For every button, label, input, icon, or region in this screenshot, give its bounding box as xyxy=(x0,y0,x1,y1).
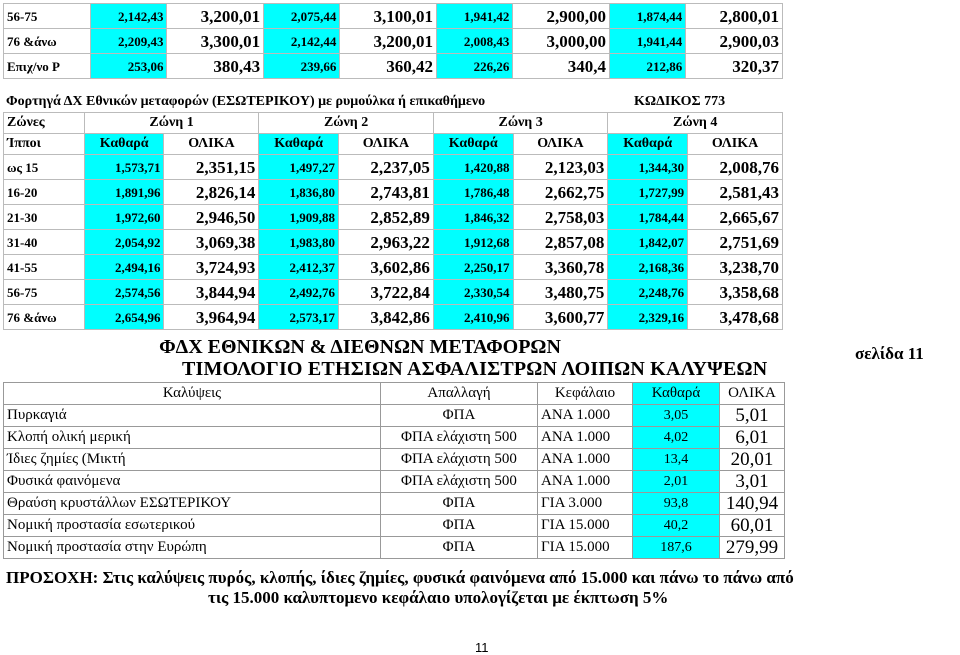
total-value: 320,37 xyxy=(686,54,783,79)
zone-header: Ζώνη 4 xyxy=(608,113,783,134)
footer-page-number: 11 xyxy=(475,640,489,655)
total-value: 3,724,93 xyxy=(164,255,259,280)
table-row xyxy=(4,405,785,427)
total-header: ΟΛΙΚΑ xyxy=(688,134,783,155)
total-header: ΟΛΙΚΑ xyxy=(720,383,785,405)
deductible: ΦΠΑ ελάχιστη 500 xyxy=(381,427,538,449)
total-value: 3,238,70 xyxy=(688,255,783,280)
total-premium: 60,01 xyxy=(720,515,785,537)
total-value: 3,360,78 xyxy=(513,255,608,280)
capital-header: Κεφάλαιο xyxy=(538,383,633,405)
net-premium: 13,4 xyxy=(633,449,720,471)
total-value: 380,43 xyxy=(167,54,264,79)
total-value: 2,123,03 xyxy=(513,155,608,180)
net-value: 1,573,71 xyxy=(84,155,164,180)
table-row xyxy=(4,255,783,280)
net-value: 2,329,16 xyxy=(608,305,688,330)
deductible: ΦΠΑ xyxy=(381,515,538,537)
row-label: ως 15 xyxy=(4,155,85,180)
table-row xyxy=(4,155,783,180)
deductible: ΦΠΑ xyxy=(381,537,538,559)
total-value: 2,852,89 xyxy=(339,205,434,230)
total-premium: 20,01 xyxy=(720,449,785,471)
net-value: 1,891,96 xyxy=(84,180,164,205)
coverage-header-row xyxy=(4,383,785,405)
table-row xyxy=(4,537,785,559)
net-value: 1,912,68 xyxy=(433,230,513,255)
capital: ΑΝΑ 1.000 xyxy=(538,471,633,493)
total-value: 2,963,22 xyxy=(339,230,434,255)
net-header: Καθαρά xyxy=(608,134,688,155)
capital: ΓΙΑ 3.000 xyxy=(538,493,633,515)
coverage-name: Νομική προστασία στην Ευρώπη xyxy=(4,537,381,559)
total-value: 3,964,94 xyxy=(164,305,259,330)
net-premium: 2,01 xyxy=(633,471,720,493)
table-row xyxy=(4,205,783,230)
total-premium: 3,01 xyxy=(720,471,785,493)
total-value: 360,42 xyxy=(340,54,437,79)
total-value: 2,857,08 xyxy=(513,230,608,255)
net-value: 1,972,60 xyxy=(84,205,164,230)
zone-header: Ζώνη 1 xyxy=(84,113,259,134)
table-row xyxy=(4,449,785,471)
net-value: 1,497,27 xyxy=(259,155,339,180)
total-value: 2,900,03 xyxy=(686,29,783,54)
total-value: 2,946,50 xyxy=(164,205,259,230)
total-value: 3,480,75 xyxy=(513,280,608,305)
net-value: 1,784,44 xyxy=(608,205,688,230)
row-label: 56-75 xyxy=(4,280,85,305)
zone-header: Ζώνη 3 xyxy=(433,113,608,134)
total-header: ΟΛΙΚΑ xyxy=(513,134,608,155)
coverage-name: Θραύση κρυστάλλων ΕΣΩΤΕΡΙΚΟΥ xyxy=(4,493,381,515)
freight-premium-table xyxy=(3,112,783,330)
net-value: 2,008,43 xyxy=(437,29,513,54)
total-value: 3,600,77 xyxy=(513,305,608,330)
net-premium: 4,02 xyxy=(633,427,720,449)
total-value: 2,662,75 xyxy=(513,180,608,205)
total-value: 3,000,00 xyxy=(513,29,610,54)
total-value: 2,800,01 xyxy=(686,4,783,29)
deductible: ΦΠΑ xyxy=(381,493,538,515)
total-premium: 279,99 xyxy=(720,537,785,559)
total-value: 3,069,38 xyxy=(164,230,259,255)
net-value: 2,573,17 xyxy=(259,305,339,330)
row-label: 56-75 xyxy=(4,4,91,29)
table-row xyxy=(4,54,783,79)
net-value: 239,66 xyxy=(264,54,340,79)
zones-header-row xyxy=(4,113,783,134)
total-value: 340,4 xyxy=(513,54,610,79)
net-value: 1,836,80 xyxy=(259,180,339,205)
table-row xyxy=(4,280,783,305)
total-value: 2,581,43 xyxy=(688,180,783,205)
net-header: Καθαρά xyxy=(84,134,164,155)
coverage-name: Φυσικά φαινόμενα xyxy=(4,471,381,493)
total-premium: 140,94 xyxy=(720,493,785,515)
net-value: 1,420,88 xyxy=(433,155,513,180)
insurance-title-text: ΦΔΧ ΕΘΝΙΚΩΝ & ΔΙΕΘΝΩΝ ΜΕΤΑΦΟΡΩΝ xyxy=(159,336,561,358)
coverage-name: Ίδιες ζημίες (Μικτή xyxy=(4,449,381,471)
notice-text: ΠΡΟΣΟΧΗ: Στις καλύψεις πυρός, κλοπής, ίδιες ζημίες, φυσικά φαινόμενα από 15.000 και πάνω το πάνω από xyxy=(6,568,794,587)
table-row xyxy=(4,493,785,515)
net-value: 1,846,32 xyxy=(433,205,513,230)
total-value: 3,358,68 xyxy=(688,280,783,305)
table-row xyxy=(4,180,783,205)
coverage-table xyxy=(3,382,785,559)
total-premium: 6,01 xyxy=(720,427,785,449)
total-value: 3,478,68 xyxy=(688,305,783,330)
coverage-header: Καλύψεις xyxy=(4,383,381,405)
total-header: ΟΛΙΚΑ xyxy=(339,134,434,155)
net-value: 2,492,76 xyxy=(259,280,339,305)
capital: ΓΙΑ 15.000 xyxy=(538,537,633,559)
net-premium: 187,6 xyxy=(633,537,720,559)
table-row xyxy=(4,471,785,493)
table-row xyxy=(4,29,783,54)
net-value: 2,494,16 xyxy=(84,255,164,280)
net-value: 212,86 xyxy=(610,54,686,79)
total-value: 3,100,01 xyxy=(340,4,437,29)
page-label: σελίδα 11 xyxy=(855,344,924,363)
total-value: 2,751,69 xyxy=(688,230,783,255)
total-value: 3,300,01 xyxy=(167,29,264,54)
coverage-name: Νομική προστασία εσωτερικού xyxy=(4,515,381,537)
zones-label: Ζώνες xyxy=(4,113,85,134)
capital: ΑΝΑ 1.000 xyxy=(538,427,633,449)
total-value: 3,842,86 xyxy=(339,305,434,330)
net-header: Καθαρά xyxy=(259,134,339,155)
total-value: 3,200,01 xyxy=(167,4,264,29)
deductible: ΦΠΑ xyxy=(381,405,538,427)
row-label: Επιχ/νο Ρ xyxy=(4,54,91,79)
coverage-name: Κλοπή ολική μερική xyxy=(4,427,381,449)
premium-table-top xyxy=(3,3,783,79)
net-value: 2,330,54 xyxy=(433,280,513,305)
net-value: 2,168,36 xyxy=(608,255,688,280)
net-value: 1,344,30 xyxy=(608,155,688,180)
net-value: 2,410,96 xyxy=(433,305,513,330)
table-row xyxy=(4,4,783,29)
net-value: 2,654,96 xyxy=(84,305,164,330)
total-value: 2,826,14 xyxy=(164,180,259,205)
net-value: 1,874,44 xyxy=(610,4,686,29)
row-label: 41-55 xyxy=(4,255,85,280)
total-value: 2,008,76 xyxy=(688,155,783,180)
table-row xyxy=(4,230,783,255)
total-value: 2,665,67 xyxy=(688,205,783,230)
zone-header: Ζώνη 2 xyxy=(259,113,434,134)
row-label: 21-30 xyxy=(4,205,85,230)
net-value: 226,26 xyxy=(437,54,513,79)
total-premium: 5,01 xyxy=(720,405,785,427)
row-label: 31-40 xyxy=(4,230,85,255)
subheader-row xyxy=(4,134,783,155)
net-value: 2,054,92 xyxy=(84,230,164,255)
net-value: 1,941,44 xyxy=(610,29,686,54)
row-label: 76 &άνω xyxy=(4,305,85,330)
total-header: ΟΛΙΚΑ xyxy=(164,134,259,155)
total-value: 3,844,94 xyxy=(164,280,259,305)
total-value: 2,900,00 xyxy=(513,4,610,29)
deductible: ΦΠΑ ελάχιστη 500 xyxy=(381,449,538,471)
net-value: 2,412,37 xyxy=(259,255,339,280)
hp-label: Ίπποι xyxy=(4,134,85,155)
row-label: 76 &άνω xyxy=(4,29,91,54)
total-value: 2,351,15 xyxy=(164,155,259,180)
deductible-header: Απαλλαγή xyxy=(381,383,538,405)
total-value: 2,758,03 xyxy=(513,205,608,230)
net-premium: 40,2 xyxy=(633,515,720,537)
net-value: 1,786,48 xyxy=(433,180,513,205)
net-value: 2,574,56 xyxy=(84,280,164,305)
net-premium: 3,05 xyxy=(633,405,720,427)
freight-section-title: Φορτηγά ΔΧ Εθνικών μεταφορών (ΕΣΩΤΕΡΙΚΟΥ) με ρυμούλκα ή επικαθήμενο xyxy=(6,94,486,109)
net-header: Καθαρά xyxy=(433,134,513,155)
total-value: 2,237,05 xyxy=(339,155,434,180)
notice-text-continued: τις 15.000 καλυπτομενο κεφάλαιο υπολογίζεται με έκπτωση 5% xyxy=(208,588,669,607)
net-value: 1,909,88 xyxy=(259,205,339,230)
capital: ΓΙΑ 15.000 xyxy=(538,515,633,537)
capital: ΑΝΑ 1.000 xyxy=(538,449,633,471)
row-label: 16-20 xyxy=(4,180,85,205)
total-value: 3,200,01 xyxy=(340,29,437,54)
insurance-title xyxy=(0,336,960,359)
capital: ΑΝΑ 1.000 xyxy=(538,405,633,427)
net-value: 2,209,43 xyxy=(91,29,167,54)
net-value: 2,075,44 xyxy=(264,4,340,29)
net-value: 1,842,07 xyxy=(608,230,688,255)
net-value: 2,142,43 xyxy=(91,4,167,29)
net-premium: 93,8 xyxy=(633,493,720,515)
net-value: 1,727,99 xyxy=(608,180,688,205)
total-value: 3,722,84 xyxy=(339,280,434,305)
net-value: 1,941,42 xyxy=(437,4,513,29)
table-row xyxy=(4,305,783,330)
net-value: 1,983,80 xyxy=(259,230,339,255)
total-value: 2,743,81 xyxy=(339,180,434,205)
table-row xyxy=(4,515,785,537)
net-value: 2,142,44 xyxy=(264,29,340,54)
freight-code: ΚΩΔΙΚΟΣ 773 xyxy=(634,94,726,109)
net-value: 253,06 xyxy=(91,54,167,79)
net-value: 2,248,76 xyxy=(608,280,688,305)
deductible: ΦΠΑ ελάχιστη 500 xyxy=(381,471,538,493)
net-header: Καθαρά xyxy=(633,383,720,405)
table-row xyxy=(4,427,785,449)
net-value: 2,250,17 xyxy=(433,255,513,280)
insurance-subtitle: ΤΙΜΟΛΟΓΙΟ ΕΤΗΣΙΩΝ ΑΣΦΑΛΙΣΤΡΩΝ ΛΟΙΠΩΝ ΚΑΛΥΨΕΩΝ xyxy=(182,358,768,380)
total-value: 3,602,86 xyxy=(339,255,434,280)
coverage-name: Πυρκαγιά xyxy=(4,405,381,427)
